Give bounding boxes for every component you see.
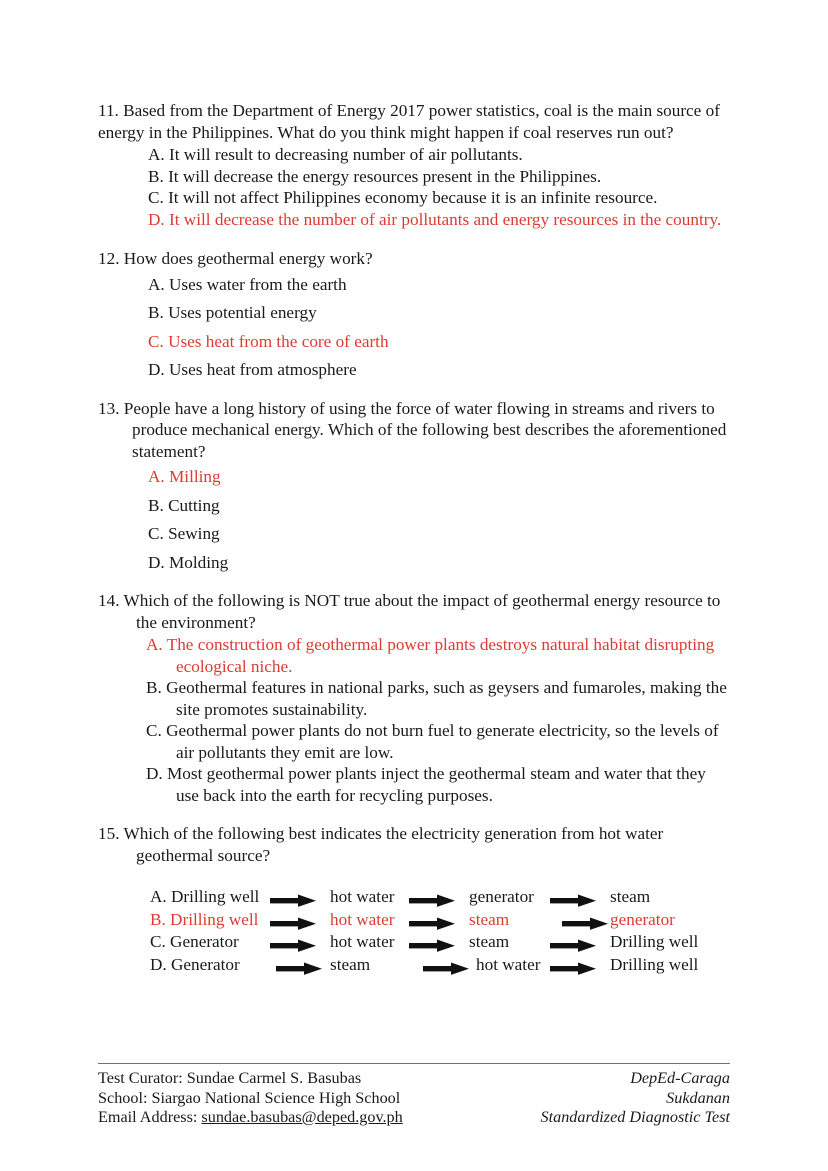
option-row[interactable] (98, 274, 730, 296)
option-row[interactable] (98, 359, 730, 381)
option-row[interactable] (98, 495, 730, 517)
option-text: Uses potential energy (168, 303, 317, 322)
footer-program: Sukdanan (666, 1088, 730, 1107)
option-row[interactable] (98, 677, 730, 720)
option-label: A. (148, 145, 165, 164)
email-label: Email Address: (98, 1108, 202, 1126)
footer-left-block (98, 1069, 403, 1128)
arrow-right-icon (550, 962, 596, 975)
option-text: Uses heat from the core of earth (168, 331, 389, 351)
question-11 (98, 100, 730, 230)
question-15-stem: 15. Which of the following best indicates the electricity generation from hot water geothermal source? (98, 824, 664, 865)
flow-option-label: D. Generator (150, 954, 240, 974)
option-label: B. (148, 166, 164, 186)
option-text: Uses heat from atmosphere (169, 360, 357, 379)
option-text: Most geothermal power plants inject the geothermal steam and water that they use back into the earth for recycling purposes. (167, 764, 706, 805)
question-13-options (98, 466, 730, 573)
arrow-right-icon (409, 917, 455, 930)
option-text: It will result to decreasing number of air pollutants. (169, 145, 523, 164)
footer-org: DepEd-Caraga (630, 1069, 730, 1087)
arrow-right-icon (423, 962, 469, 975)
question-11-options (98, 144, 730, 230)
arrow-right-icon (550, 894, 596, 907)
option-label: C. (148, 331, 164, 351)
question-15-flow-diagram (98, 886, 730, 976)
option-label: C. (146, 721, 162, 740)
flow-step-text: hot water (330, 932, 395, 951)
option-text: Molding (169, 552, 229, 572)
option-text: Geothermal features in national parks, such as geysers and fumaroles, making the site promotes sustainability. (166, 678, 727, 719)
option-label: A. (146, 635, 163, 654)
option-row-answer[interactable] (98, 466, 730, 488)
option-row[interactable] (98, 720, 730, 763)
arrow-right-icon (276, 962, 322, 975)
option-text: It will not affect Philippines economy because it is an infinite resource. (168, 188, 658, 207)
option-text: The construction of geothermal power plants destroys natural habitat disrupting ecological niche. (166, 635, 715, 676)
option-label: D. (148, 552, 165, 572)
option-row[interactable] (98, 302, 730, 324)
flow-option-label: C. Generator (150, 932, 239, 951)
flow-step-text: hot water (476, 954, 541, 974)
arrow-right-icon (270, 917, 316, 930)
option-text: Sewing (168, 524, 220, 543)
page-footer (98, 1063, 730, 1128)
question-13 (98, 398, 730, 574)
arrow-right-icon (409, 894, 455, 907)
option-label: B. (148, 303, 164, 322)
option-label: A. (148, 467, 165, 486)
option-text: Cutting (168, 495, 220, 515)
footer-test-type: Standardized Diagnostic Test (540, 1108, 730, 1126)
question-14-options (98, 634, 730, 806)
arrow-right-icon (562, 917, 608, 930)
school-line: School: Siargao National Science High School (98, 1088, 401, 1107)
email-link[interactable]: sundae.basubas@deped.gov.ph (201, 1108, 403, 1126)
option-row[interactable] (98, 763, 730, 806)
arrow-right-icon (409, 939, 455, 952)
flow-option-label: B. Drilling well (150, 909, 259, 929)
option-text: Geothermal power plants do not burn fuel to generate electricity, so the levels of air pollutants they emit are low. (166, 721, 719, 762)
option-row[interactable] (98, 166, 730, 188)
flow-option-row[interactable] (98, 886, 730, 909)
questions-container (98, 100, 730, 976)
option-label: D. (146, 764, 163, 783)
flow-step-text: Drilling well (610, 954, 699, 974)
question-12-stem: 12. How does geothermal energy work? (98, 249, 373, 268)
flow-option-row[interactable] (98, 931, 730, 954)
arrow-right-icon (270, 939, 316, 952)
option-label: B. (148, 495, 164, 515)
flow-step-text: hot water (330, 887, 395, 906)
footer-divider (98, 1063, 730, 1064)
question-15 (98, 823, 730, 976)
option-row[interactable] (98, 523, 730, 545)
flow-step-text: generator (469, 887, 534, 906)
question-12-options (98, 274, 730, 381)
flow-option-row[interactable] (98, 954, 730, 977)
test-curator-line: Test Curator: Sundae Carmel S. Basubas (98, 1069, 362, 1087)
flow-step-text: steam (330, 954, 371, 974)
flow-step-text: steam (469, 932, 510, 951)
footer-right-block (541, 1069, 730, 1128)
option-label: D. (148, 209, 165, 229)
option-row-answer[interactable] (98, 331, 730, 353)
option-label: D. (148, 360, 165, 379)
option-row[interactable] (98, 187, 730, 209)
flow-step-text: Drilling well (610, 932, 699, 951)
flow-step-text: generator (610, 909, 675, 929)
arrow-right-icon (550, 939, 596, 952)
question-14 (98, 590, 730, 806)
question-14-stem: 14. Which of the following is NOT true about the impact of geothermal energy resource to the environment? (98, 591, 721, 632)
option-text: Milling (169, 467, 221, 486)
flow-step-text: hot water (330, 909, 395, 929)
option-row[interactable] (98, 144, 730, 166)
email-line (98, 1108, 403, 1128)
flow-option-row[interactable] (98, 909, 730, 932)
flow-step-text: steam (610, 887, 651, 906)
option-row[interactable] (98, 552, 730, 574)
arrow-right-icon (270, 894, 316, 907)
question-13-stem: 13. People have a long history of using the force of water flowing in streams and rivers to produce mechanical energy. Which of the following best describes the aforementioned statement? (98, 398, 727, 461)
option-row-answer[interactable] (98, 634, 730, 677)
option-text: It will decrease the number of air pollutants and energy resources in the country. (169, 209, 722, 229)
flow-step-text: steam (469, 909, 510, 929)
option-label: C. (148, 188, 164, 207)
option-text: Uses water from the earth (169, 274, 347, 294)
option-label: A. (148, 274, 165, 294)
option-label: B. (146, 678, 162, 697)
option-row-answer[interactable] (98, 209, 730, 231)
option-label: C. (148, 524, 164, 543)
option-text: It will decrease the energy resources present in the Philippines. (168, 166, 602, 186)
flow-option-label: A. Drilling well (150, 887, 260, 906)
question-12 (98, 248, 730, 381)
question-11-stem: 11. Based from the Department of Energy 2017 power statistics, coal is the main source of energy in the Philippines. What do you think might happen if coal reserves run out? (98, 101, 720, 142)
